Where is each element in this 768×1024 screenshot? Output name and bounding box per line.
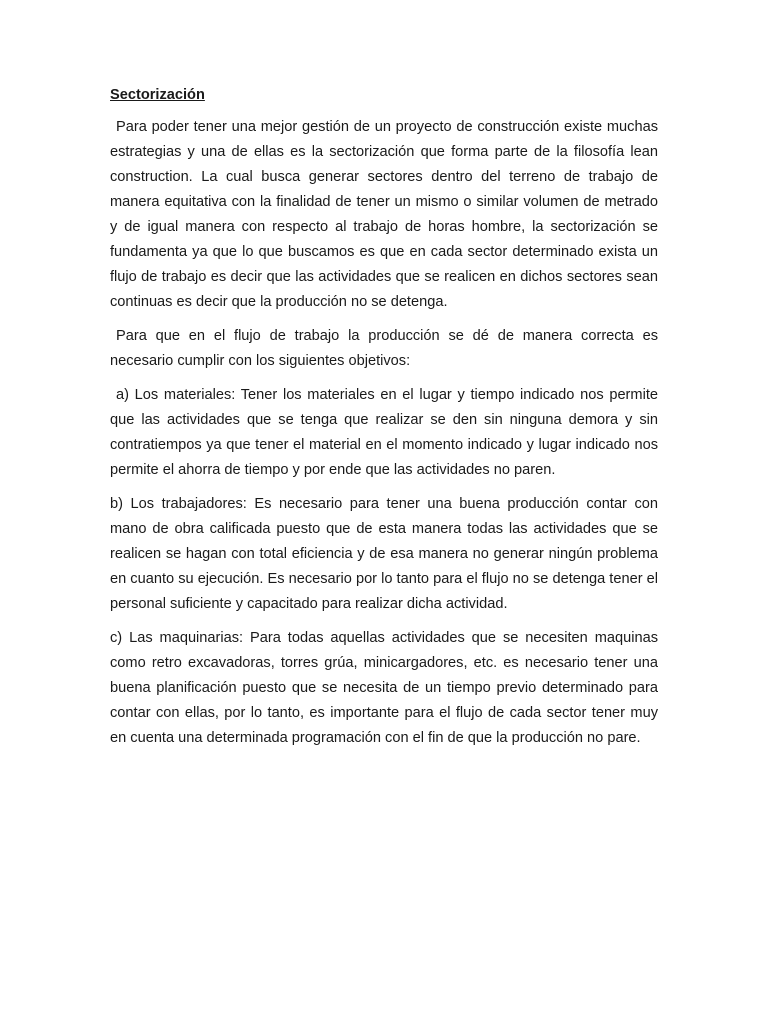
section-title: Sectorización xyxy=(110,87,205,103)
paragraph-objectives: Para que en el flujo de trabajo la producción se dé de manera correcta es necesario cumplir con los siguientes objetivos: xyxy=(110,328,658,369)
document-page xyxy=(110,84,658,760)
paragraph-machinery: c) Las maquinarias: Para todas aquellas actividades que se necesiten maquinas como retro excavadoras, torres grúa, minicargadores, etc. es necesario tener una buena planificación puesto que se necesita de un tiempo previo determinado para contar con ellas, por lo tanto, es importante para el flujo de cada sector tener muy en cuenta una determinada programación con el fin de que la producción no pare. xyxy=(110,630,658,746)
paragraph-materials: a) Los materiales: Tener los materiales en el lugar y tiempo indicado nos permite que las actividades que se tenga que realizar se den sin ninguna demora y sin contratiempos ya que tener el material en el momento indicado y lugar indicado nos permite el ahorra de tiempo y por ende que las actividades no paren. xyxy=(110,387,658,478)
paragraph-intro: Para poder tener una mejor gestión de un proyecto de construcción existe muchas estrategias y una de ellas es la sectorización que forma parte de la filosofía lean construction. La cual busca generar sectores dentro del terreno de trabajo de manera equitativa con la finalidad de tener un mismo o similar volumen de metrado y de igual manera con respecto al trabajo de horas hombre, la sectorización se fundamenta ya que lo que buscamos es que en cada sector determinado exista un flujo de trabajo es decir que las actividades que se realicen en dichos sectores sean continuas es decir que la producción no se detenga. xyxy=(110,119,658,310)
paragraph-workers: b) Los trabajadores: Es necesario para tener una buena producción contar con mano de obra calificada puesto que de esta manera todas las actividades que se realicen se hagan con total eficiencia y de esa manera no generar ningún problema en cuanto su ejecución. Es necesario por lo tanto para el flujo no se detenga tener el personal suficiente y capacitado para realizar dicha actividad. xyxy=(110,496,658,612)
